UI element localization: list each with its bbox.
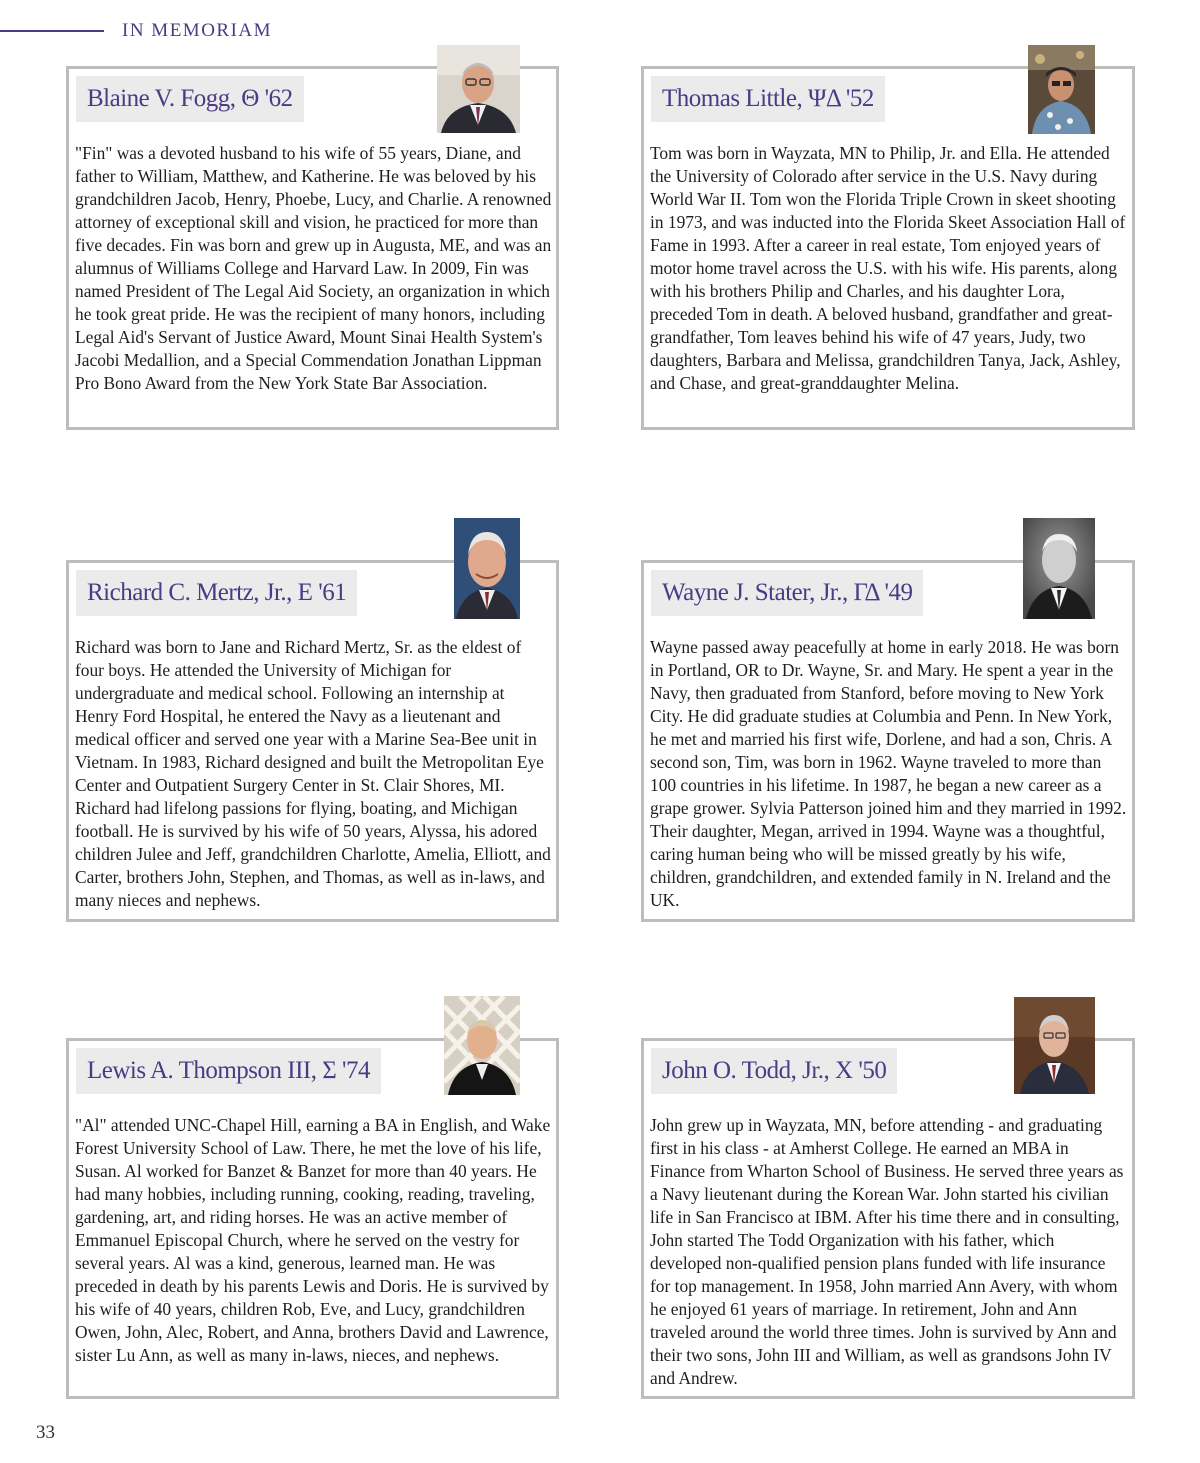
memoriam-name: John O. Todd, Jr., X '50 [651, 1048, 897, 1094]
section-rule [0, 30, 104, 32]
portrait-photo-icon [437, 45, 520, 133]
memoriam-bio: "Fin" was a devoted husband to his wife of 55 years, Diane, and father to William, Matthew, and Katherine. He was beloved by his grandchildren Jacob, Henry, Phoebe, Lucy, and Charlie. A renowned attorney of exceptional skill and vision, he practiced for more than five decades. Fin was born and grew up in Augusta, ME, and was an alumnus of Williams College and Harvard Law. In 2009, Fin was named President of The Legal Aid Society, an organization in which he took great pride. He was the recipient of many honors, including Legal Aid's Servant of Justice Award, Mount Sinai Health System's Jacobi Medallion, and a Special Commendation Jonathan Lippman Pro Bono Award from the New York State Bar Association. [75, 143, 552, 393]
memoriam-name: Lewis A. Thompson III, Σ '74 [76, 1048, 381, 1094]
memoriam-bio: Richard was born to Jane and Richard Mertz, Sr. as the eldest of four boys. He attended the University of Michigan for undergraduate and medical school. Following an internship at Henry Ford Hospital, he entered the Navy as a lieutenant and medical officer and served one year with a Marine Sea-Bee unit in Vietnam. In 1983, Richard designed and built the Metropolitan Eye Center and Outpatient Surgery Center in St. Clair Shores, MI. Richard had lifelong passions for flying, boating, and Michigan football. He is survived by his wife of 50 years, Alyssa, his adored children Julee and Jeff, grandchildren Charlotte, Amelia, Elliott, and Carter, brothers John, Stephen, and Thomas, as well as in-laws, and many nieces and nephews. [75, 637, 551, 910]
memoriam-bio: John grew up in Wayzata, MN, before attending - and graduating first in his class - at Amherst College. He earned an MBA in Finance from Wharton School of Business. He served three years as a Navy lieutenant during the Korean War. John started his civilian life in San Francisco at IBM. After his time there and in consulting, John started The Todd Organization with his father, which developed non-qualified pension plans funded with life insurance for top management. In 1958, John married Ann Avery, with whom he enjoyed 61 years of marriage. In retirement, John and Ann traveled around the world three times. John is survived by Ann and their two sons, John III and William, as well as grandsons John IV and Andrew. [650, 1115, 1124, 1388]
portrait-photo-icon [1028, 45, 1095, 134]
portrait-photo-icon [454, 518, 520, 619]
page-number: 33 [36, 1422, 55, 1443]
portrait-photo-icon [1023, 518, 1095, 619]
portrait-photo-icon [444, 996, 520, 1095]
memoriam-bio: "Al" attended UNC-Chapel Hill, earning a BA in English, and Wake Forest University School of Law. There, he met the love of his life, Susan. Al worked for Banzet & Banzet for more than 40 years. He had many hobbies, including running, cooking, reading, traveling, gardening, art, and riding horses. He was an active member of Emmanuel Episcopal Church, where he served on the vestry for several years. Al was a kind, generous, learned man. He was preceded in death by his parents Lewis and Doris. He is survived by his wife of 40 years, children Rob, Eve, and Lucy, grandchildren Owen, John, Alec, Robert, and Anna, brothers David and Lawrence, sister Lu Ann, as well as many in-laws, nieces, and nephews. [75, 1115, 551, 1365]
memoriam-name: Richard C. Mertz, Jr., E '61 [76, 570, 357, 616]
memoriam-bio: Tom was born in Wayzata, MN to Philip, Jr. and Ella. He attended the University of Colorado after service in the U.S. Navy during World War II. Tom won the Florida Triple Crown in skeet shooting in 1973, and was inducted into the Florida Skeet Association Hall of Fame in 1993. After a career in real estate, Tom enjoyed years of motor home travel across the U.S. with his wife. His parents, along with his brothers Philip and Charles, and his daughter Lora, preceded Tom in death. A beloved husband, grandfather and great-grandfather, Tom leaves behind his wife of 47 years, Judy, two daughters, Barbara and Melissa, grandchildren Tanya, Jack, Ashley, and Chase, and great-granddaughter Melina. [650, 143, 1126, 393]
section-title: IN MEMORIAM [122, 20, 273, 41]
portrait-photo-icon [1014, 997, 1095, 1094]
memoriam-name: Blaine V. Fogg, Θ '62 [76, 76, 304, 122]
memoriam-name: Thomas Little, ΨΔ '52 [651, 76, 885, 122]
memoriam-name: Wayne J. Stater, Jr., ΓΔ '49 [651, 570, 923, 616]
memoriam-bio: Wayne passed away peacefully at home in early 2018. He was born in Portland, OR to Dr. Wayne, Sr. and Mary. He spent a year in the Navy, then graduated from Stanford, before moving to New York City. He did graduate studies at Columbia and Penn. In New York, he met and married his first wife, Dorlene, and had a son, Chris. A second son, Tim, was born in 1962. Wayne traveled to more than 100 countries in his lifetime. In 1987, he began a new career as a grape grower. Sylvia Patterson joined him and they married in 1992. Their daughter, Megan, arrived in 1994. Wayne was a thoughtful, caring human being who will be missed greatly by his wife, children, grandchildren, and extended family in N. Ireland and the UK. [650, 637, 1127, 910]
